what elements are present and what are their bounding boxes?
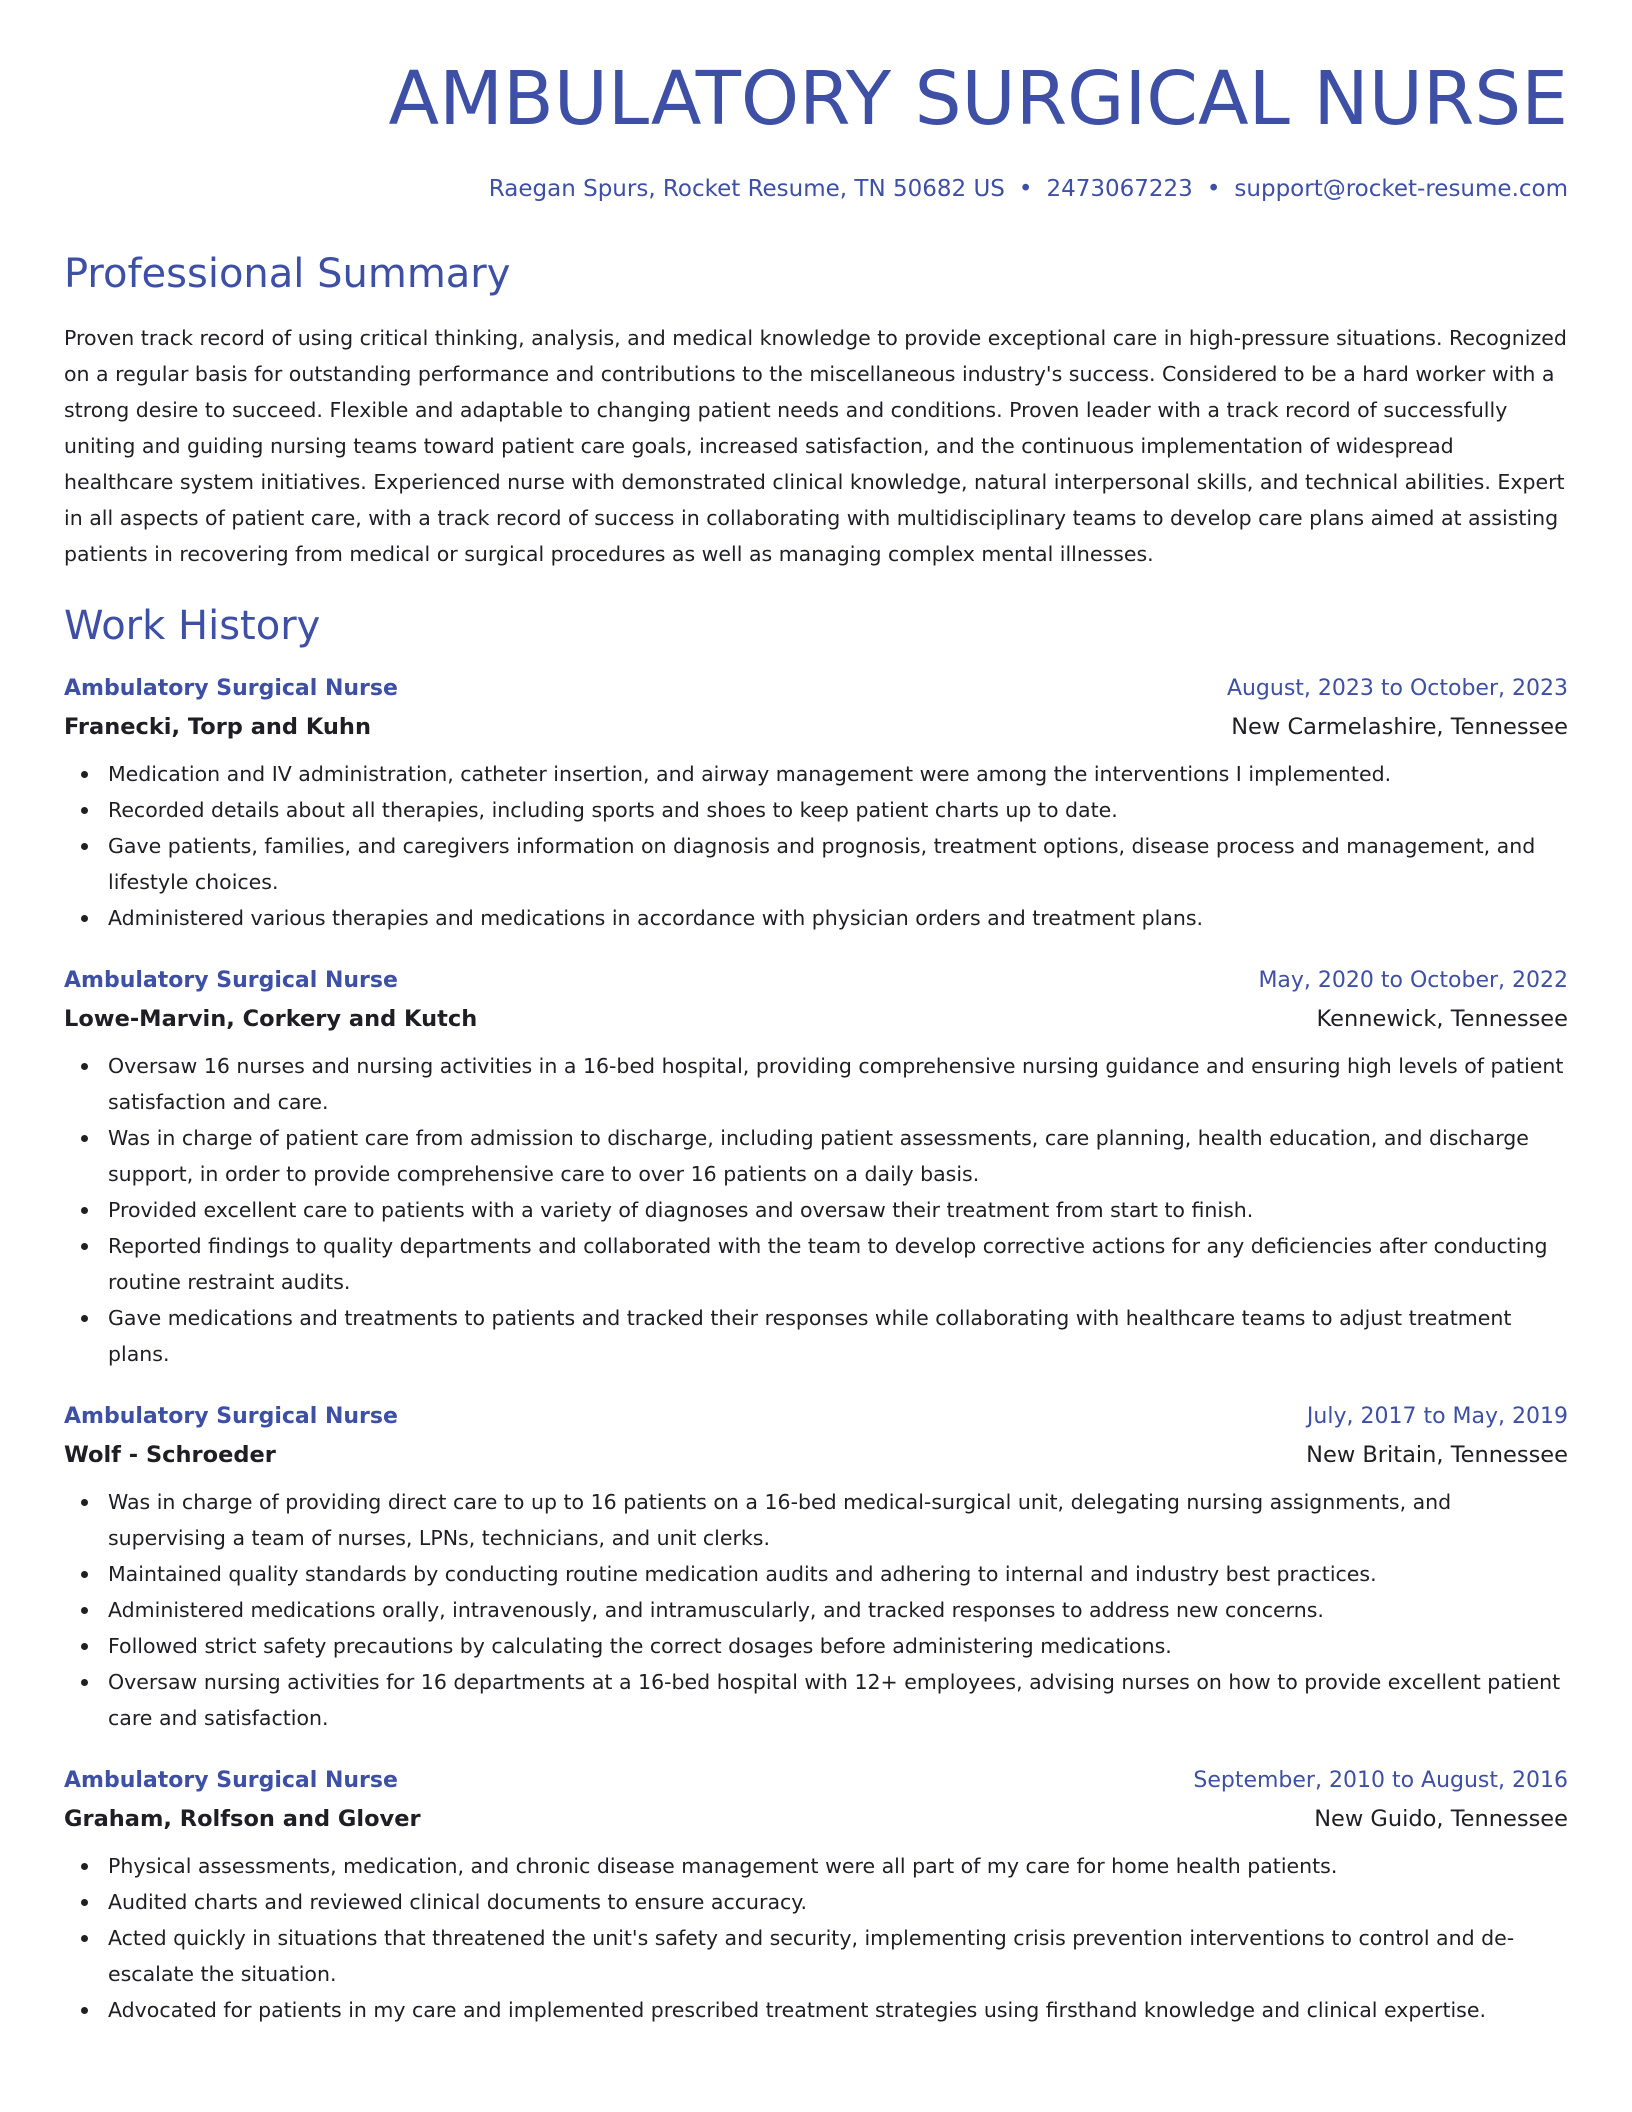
bullet-dot-icon: [81, 1571, 88, 1578]
bullet-dot-icon: [81, 1243, 88, 1250]
bullet-dot-icon: [81, 2007, 88, 2014]
job-company-row: [64, 1796, 1568, 1834]
job-bullet: [64, 1120, 1568, 1192]
job-title: Ambulatory Surgical Nurse: [64, 968, 398, 993]
job-bullet-text: Provided excellent care to patients with a variety of diagnoses and oversaw their treatment from start to finish.: [108, 1198, 1254, 1222]
job-title: Ambulatory Surgical Nurse: [64, 1404, 398, 1429]
job-bullet-text: Reported findings to quality departments and collaborated with the team to develop corrective actions for any deficiencies after conducting routine restraint audits.: [108, 1234, 1548, 1294]
job-bullet-text: Oversaw nursing activities for 16 departments at a 16-bed hospital with 12+ employees, advising nurses on how to provide excellent patient care and satisfaction.: [108, 1670, 1561, 1730]
job-dates: August, 2023 to October, 2023: [1226, 676, 1568, 701]
job-entry: [64, 966, 1568, 1372]
job-bullet: [64, 1920, 1568, 1992]
job-bullet-text: Oversaw 16 nurses and nursing activities in a 16-bed hospital, providing comprehensive nursing guidance and ensuring high levels of patient satisfaction and care.: [108, 1054, 1564, 1114]
resume-title: AMBULATORY SURGICAL NURSE: [388, 56, 1568, 142]
job-dates: May, 2020 to October, 2022: [1258, 968, 1568, 993]
job-bullet-text: Administered various therapies and medications in accordance with physician orders and treatment plans.: [108, 906, 1204, 930]
job-dates: September, 2010 to August, 2016: [1193, 1768, 1568, 1793]
job-entry: [64, 1402, 1568, 1736]
bullet-dot-icon: [81, 915, 88, 922]
job-bullet-text: Administered medications orally, intravenously, and intramuscularly, and tracked responses to address new concerns.: [108, 1598, 1324, 1622]
job-bullet-text: Physical assessments, medication, and chronic disease management were all part of my care for home health patients.: [108, 1854, 1338, 1878]
job-bullet-text: Was in charge of providing direct care to up to 16 patients on a 16-bed medical-surgical unit, delegating nursing assignments, and supervising a team of nurses, LPNs, technicians, and unit clerks.: [108, 1490, 1452, 1550]
contact-address: Raegan Spurs, Rocket Resume, TN 50682 US: [488, 176, 1005, 202]
bullet-dot-icon: [81, 807, 88, 814]
job-company-row: [64, 704, 1568, 742]
job-bullet-text: Gave patients, families, and caregivers information on diagnosis and prognosis, treatment options, disease process and management, and lifestyle choices.: [108, 834, 1536, 894]
bullet-dot-icon: [81, 1863, 88, 1870]
bullet-dot-icon: [81, 1899, 88, 1906]
job-company-row: [64, 1432, 1568, 1470]
job-bullet: [64, 756, 1568, 792]
job-location: New Carmelashire, Tennessee: [1231, 714, 1568, 740]
job-bullet-list: [64, 1048, 1568, 1372]
job-bullet-text: Audited charts and reviewed clinical documents to ensure accuracy.: [108, 1890, 808, 1914]
job-entry: [64, 674, 1568, 936]
bullet-dot-icon: [81, 843, 88, 850]
job-company: Franecki, Torp and Kuhn: [64, 714, 371, 740]
job-location: New Guido, Tennessee: [1314, 1806, 1568, 1832]
job-bullet: [64, 1556, 1568, 1592]
job-bullet: [64, 1228, 1568, 1300]
job-company: Lowe-Marvin, Corkery and Kutch: [64, 1006, 478, 1032]
bullet-dot-icon: [81, 1063, 88, 1070]
contact-separator: •: [1206, 176, 1221, 202]
contact-email[interactable]: support@rocket-resume.com: [1234, 176, 1568, 202]
bullet-dot-icon: [81, 771, 88, 778]
job-bullet-text: Advocated for patients in my care and implemented prescribed treatment strategies using firsthand knowledge and clinical expertise.: [108, 1998, 1486, 2022]
job-bullet-text: Recorded details about all therapies, including sports and shoes to keep patient charts up to date.: [108, 798, 1118, 822]
work-history-heading: Work History: [64, 603, 321, 649]
summary-heading: Professional Summary: [64, 251, 511, 297]
job-bullet: [64, 1992, 1568, 2028]
job-dates: July, 2017 to May, 2019: [1306, 1404, 1568, 1429]
bullet-dot-icon: [81, 1499, 88, 1506]
resume-page: [64, 0, 1568, 2058]
job-bullet: [64, 1628, 1568, 1664]
job-bullet: [64, 1664, 1568, 1736]
job-bullet-list: [64, 1848, 1568, 2028]
bullet-dot-icon: [81, 1135, 88, 1142]
bullet-dot-icon: [81, 1315, 88, 1322]
job-bullet: [64, 1592, 1568, 1628]
work-history-list: [64, 674, 1568, 2028]
job-bullet: [64, 1048, 1568, 1120]
job-bullet-text: Gave medications and treatments to patients and tracked their responses while collaborating with healthcare teams to adjust treatment plans.: [108, 1306, 1512, 1366]
bullet-dot-icon: [81, 1207, 88, 1214]
bullet-dot-icon: [81, 1679, 88, 1686]
job-bullet: [64, 792, 1568, 828]
job-bullet: [64, 1884, 1568, 1920]
contact-separator: •: [1018, 176, 1033, 202]
summary-text: Proven track record of using critical thinking, analysis, and medical knowledge to provide exceptional care in high-pressure situations. Recognized on a regular basis for outstanding performance and contributions to the miscellaneous industry's success. Considered to be a hard worker with a strong desire to succeed. Flexible and adaptable to changing patient needs and conditions. Proven leader with a track record of successfully uniting and guiding nursing teams toward patient care goals, increased satisfaction, and the continuous implementation of widespread healthcare system initiatives. Experienced nurse with demonstrated clinical knowledge, natural interpersonal skills, and technical abilities. Expert in all aspects of patient care, with a track record of success in collaborating with multidisciplinary teams to develop care plans aimed at assisting patients in recovering from medical or surgical procedures as well as managing complex mental illnesses.: [64, 326, 1567, 566]
job-entry: [64, 1766, 1568, 2028]
job-title-row: [64, 674, 1568, 704]
contact-line: [64, 176, 1568, 202]
job-company: Wolf - Schroeder: [64, 1442, 276, 1468]
job-title-row: [64, 1402, 1568, 1432]
job-bullet-text: Was in charge of patient care from admission to discharge, including patient assessments, care planning, health education, and discharge support, in order to provide comprehensive care to over 16 patients on a daily basis.: [108, 1126, 1529, 1186]
job-bullet-text: Acted quickly in situations that threatened the unit's safety and security, implementing crisis prevention interventions to control and de-escalate the situation.: [108, 1926, 1515, 1986]
job-company: Graham, Rolfson and Glover: [64, 1806, 421, 1832]
bullet-dot-icon: [81, 1643, 88, 1650]
job-bullet-list: [64, 1484, 1568, 1736]
job-bullet: [64, 828, 1568, 900]
job-location: Kennewick, Tennessee: [1316, 1006, 1568, 1032]
job-bullet-list: [64, 756, 1568, 936]
job-bullet: [64, 1484, 1568, 1556]
job-bullet-text: Followed strict safety precautions by calculating the correct dosages before administering medications.: [108, 1634, 1172, 1658]
job-bullet: [64, 1848, 1568, 1884]
job-bullet-text: Maintained quality standards by conducting routine medication audits and adhering to internal and industry best practices.: [108, 1562, 1377, 1586]
job-title-row: [64, 966, 1568, 996]
job-bullet: [64, 1300, 1568, 1372]
bullet-dot-icon: [81, 1607, 88, 1614]
job-bullet: [64, 900, 1568, 936]
job-bullet-text: Medication and IV administration, catheter insertion, and airway management were among the interventions I implemented.: [108, 762, 1392, 786]
contact-phone[interactable]: 2473067223: [1046, 176, 1193, 202]
job-title: Ambulatory Surgical Nurse: [64, 1768, 398, 1793]
job-title-row: [64, 1766, 1568, 1796]
job-title: Ambulatory Surgical Nurse: [64, 676, 398, 701]
bullet-dot-icon: [81, 1935, 88, 1942]
job-location: New Britain, Tennessee: [1306, 1442, 1568, 1468]
job-bullet: [64, 1192, 1568, 1228]
job-company-row: [64, 996, 1568, 1034]
